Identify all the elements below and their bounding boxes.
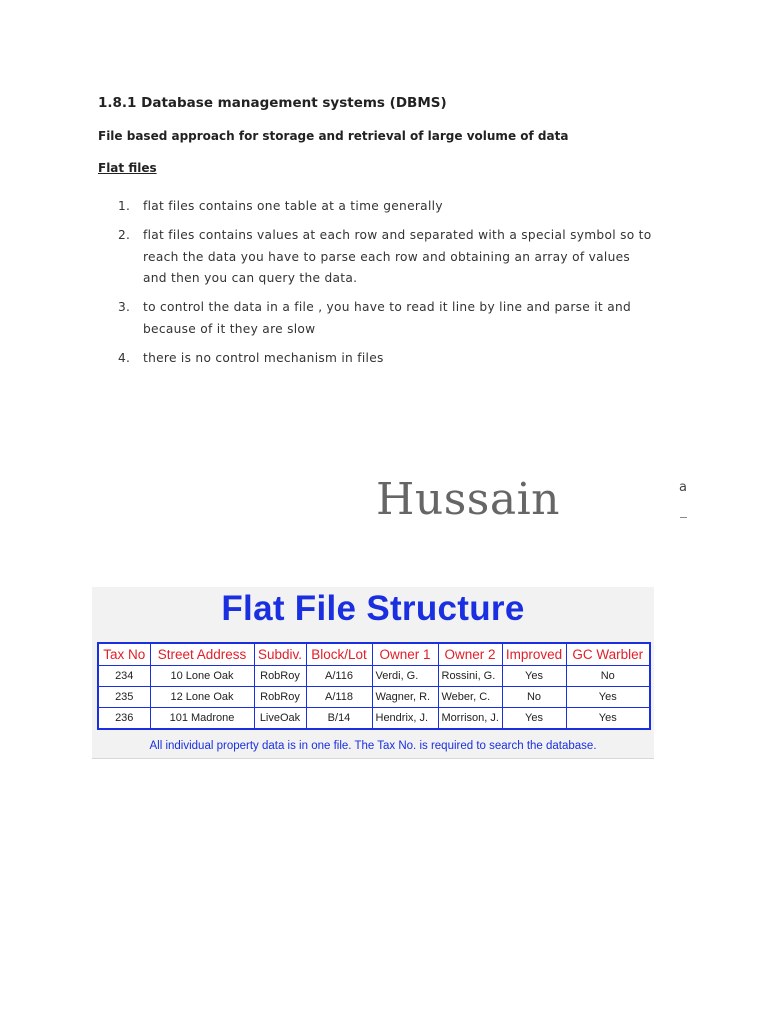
table-row — [98, 666, 650, 687]
table-cell: Hendrix, J. — [372, 708, 438, 730]
table-cell: 235 — [98, 687, 150, 708]
table-cell: Morrison, J. — [438, 708, 502, 730]
column-header: Block/Lot — [306, 643, 372, 666]
list-item-number: 2. — [118, 228, 131, 242]
column-header: Subdiv. — [254, 643, 306, 666]
list-item-number: 3. — [118, 300, 131, 314]
edge-fragment-line — [680, 517, 687, 518]
property-table — [97, 642, 651, 730]
table-cell: A/118 — [306, 687, 372, 708]
table-cell: Verdi, G. — [372, 666, 438, 687]
table-row — [98, 687, 650, 708]
column-header: Owner 1 — [372, 643, 438, 666]
list-item-text: flat files contains values at each row and separated with a special symbol so to reach the data you have to parse each row and obtaining an array of values and then you can query the data. — [143, 228, 652, 285]
table-header-row — [98, 643, 650, 666]
table-cell: 12 Lone Oak — [150, 687, 254, 708]
table-cell: RobRoy — [254, 666, 306, 687]
list-item-text: flat files contains one table at a time generally — [143, 199, 443, 213]
table-cell: B/14 — [306, 708, 372, 730]
table-cell: No — [502, 687, 566, 708]
column-header: Owner 2 — [438, 643, 502, 666]
table-cell: Rossini, G. — [438, 666, 502, 687]
watermark-text: Hussain — [376, 474, 561, 525]
figure-caption: All individual property data is in one file. The Tax No. is required to search the database. — [149, 740, 597, 752]
flat-file-structure-figure — [92, 587, 654, 759]
table-cell: LiveOak — [254, 708, 306, 730]
column-header: Tax No — [98, 643, 150, 666]
table-cell: Yes — [502, 708, 566, 730]
column-header: Improved — [502, 643, 566, 666]
table-cell: A/116 — [306, 666, 372, 687]
list-item-text: there is no control mechanism in files — [143, 350, 384, 365]
list-item — [118, 225, 658, 290]
list-item — [118, 196, 658, 218]
table-cell: 234 — [98, 666, 150, 687]
list-item — [118, 348, 658, 370]
table-cell: RobRoy — [254, 687, 306, 708]
table-cell: Yes — [566, 708, 650, 730]
table-cell: Yes — [502, 666, 566, 687]
edge-fragment-text: a — [679, 480, 687, 495]
table-cell: No — [566, 666, 650, 687]
flat-files-heading: Flat files — [98, 161, 157, 175]
list-item-number: 1. — [118, 199, 131, 213]
list-item-text: to control the data in a file , you have to read it line by line and parse it and because of it they are slow — [143, 300, 632, 336]
figure-title: Flat File Structure — [221, 589, 525, 628]
subheading: File based approach for storage and retrieval of large volume of data — [98, 129, 569, 143]
table-cell: 10 Lone Oak — [150, 666, 254, 687]
table-row — [98, 708, 650, 730]
table-cell: Weber, C. — [438, 687, 502, 708]
table-cell: Yes — [566, 687, 650, 708]
table-cell: 101 Madrone — [150, 708, 254, 730]
table-cell: 236 — [98, 708, 150, 730]
column-header: Street Address — [150, 643, 254, 666]
flat-files-list — [118, 196, 658, 377]
list-item — [118, 297, 658, 340]
list-item-number: 4. — [118, 350, 131, 365]
section-heading: 1.8.1 Database management systems (DBMS) — [98, 95, 447, 111]
column-header: GC Warbler — [566, 643, 650, 666]
table-cell: Wagner, R. — [372, 687, 438, 708]
